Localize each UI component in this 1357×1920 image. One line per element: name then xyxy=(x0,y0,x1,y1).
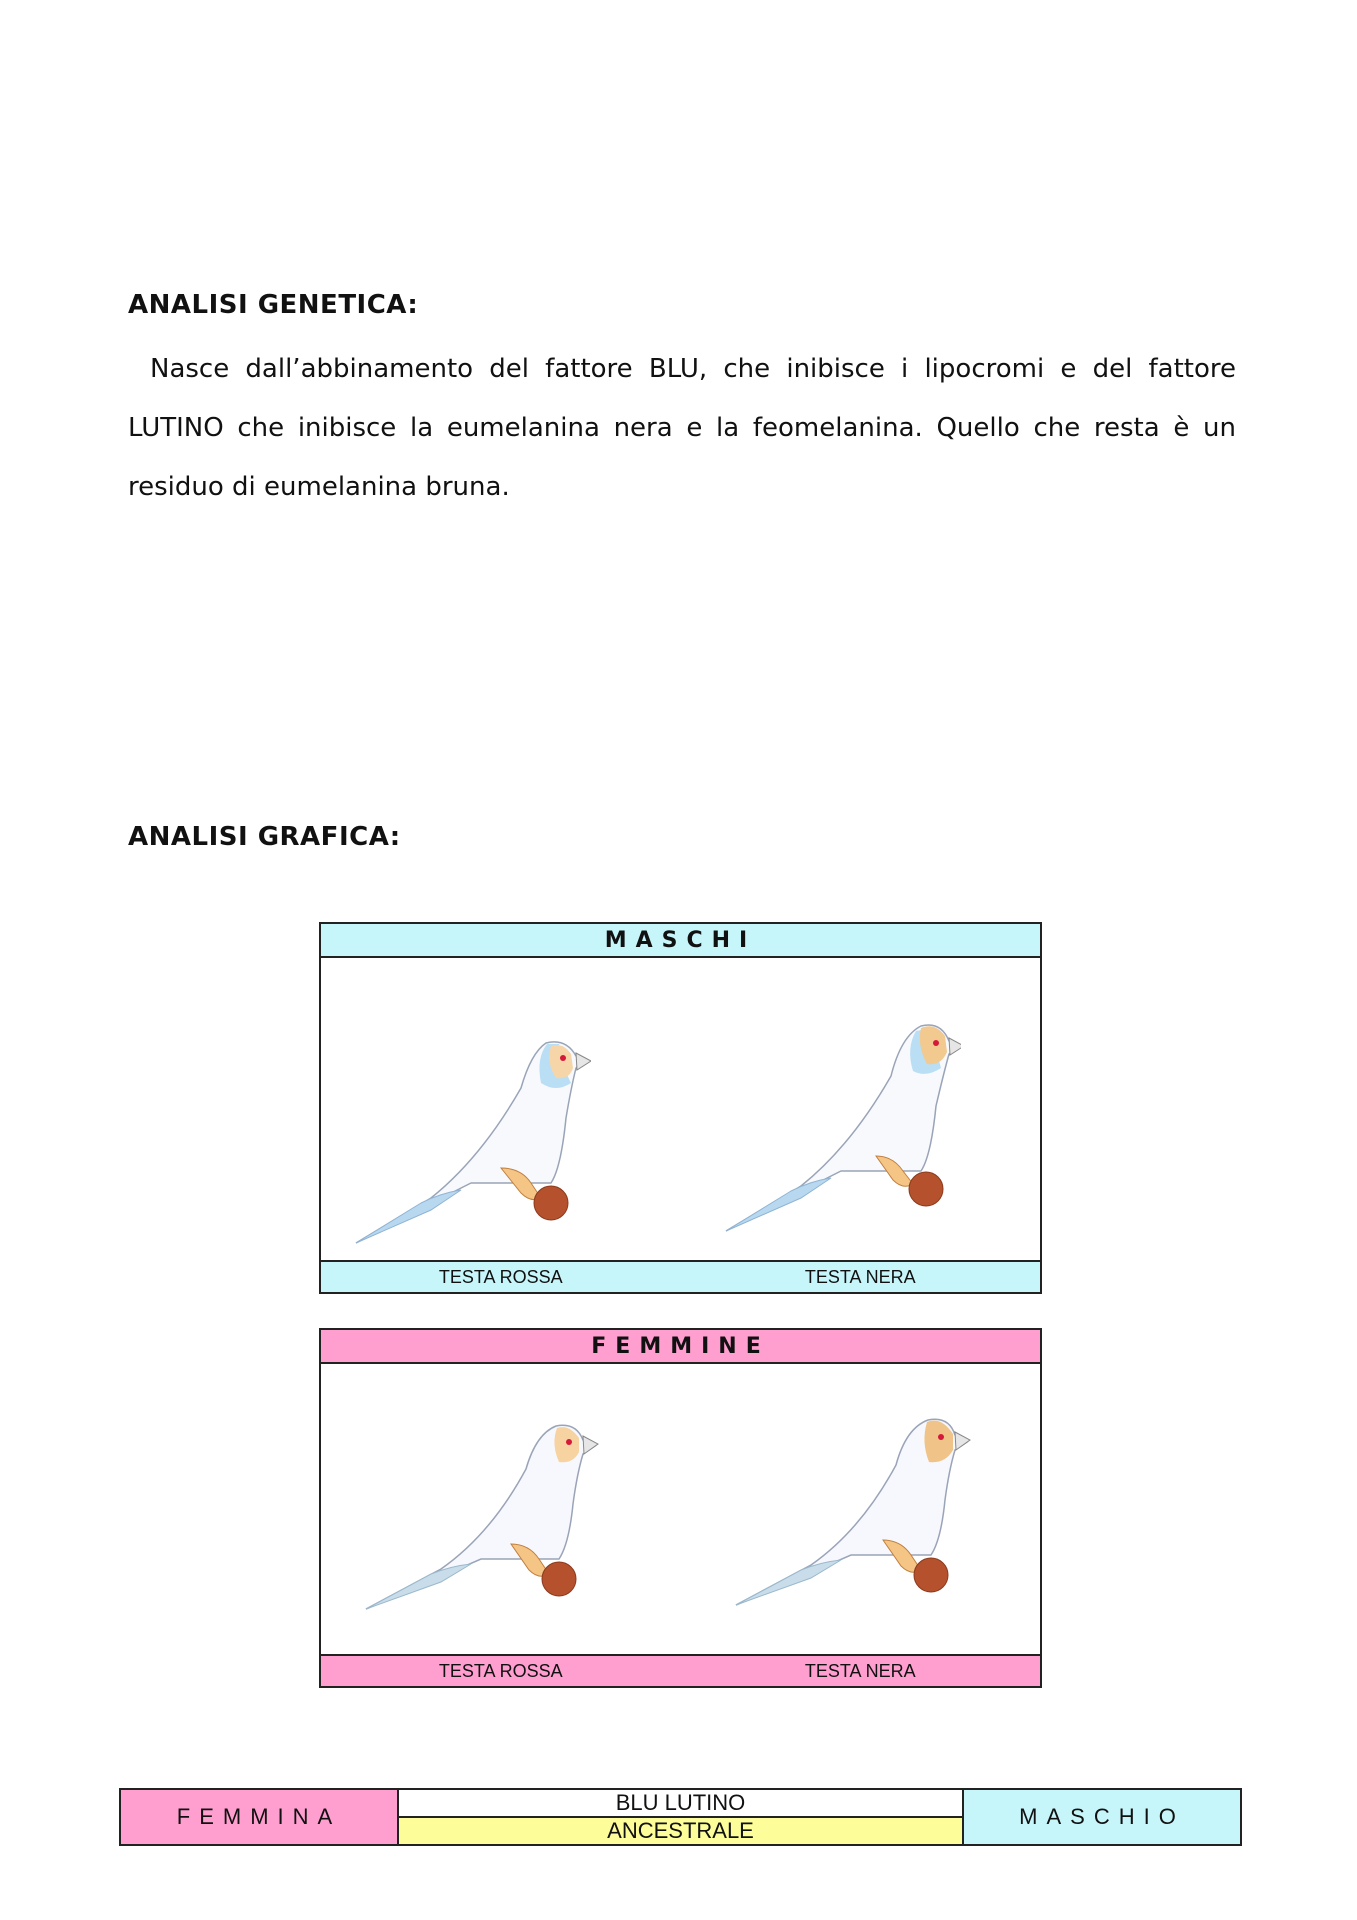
females-illustrations xyxy=(321,1364,1040,1654)
female-red-head-label: TESTA ROSSA xyxy=(438,1660,563,1681)
males-panel xyxy=(319,922,1042,1294)
female-black-head-label: TESTA NERA xyxy=(804,1660,916,1681)
graphic-analysis-heading: ANALISI GRAFICA: xyxy=(128,822,401,852)
male-black-head-bird-illustration xyxy=(721,986,961,1236)
males-panel-title: MASCHI xyxy=(321,924,1040,958)
female-black-head-bird-illustration xyxy=(731,1390,971,1620)
females-labels xyxy=(321,1654,1040,1686)
genetic-analysis-text: Nasce dall’abbinamento del fattore BLU, che inibisce i lipocromi e del fattore LUTINO che inibisce la eumelanina nera e la feomelanina. Quello che resta è un residuo di eumelanina bruna. xyxy=(128,354,1236,502)
legend-variety-type: ANCESTRALE xyxy=(399,1818,962,1844)
legend-male: MASCHIO xyxy=(964,1790,1240,1844)
legend-variety-name: BLU LUTINO xyxy=(399,1790,962,1818)
male-red-head-label: TESTA ROSSA xyxy=(438,1266,563,1287)
females-panel xyxy=(319,1328,1042,1688)
males-labels xyxy=(321,1260,1040,1292)
legend-bar xyxy=(119,1788,1242,1846)
legend-female: FEMMINA xyxy=(121,1790,399,1844)
female-red-head-bird-illustration xyxy=(361,1394,601,1624)
genetic-analysis-heading: ANALISI GENETICA: xyxy=(128,290,419,320)
females-panel-title: FEMMINE xyxy=(321,1330,1040,1364)
male-red-head-bird-illustration xyxy=(351,998,591,1248)
male-black-head-label: TESTA NERA xyxy=(804,1266,916,1287)
males-illustrations xyxy=(321,958,1040,1260)
legend-variety xyxy=(399,1790,964,1844)
